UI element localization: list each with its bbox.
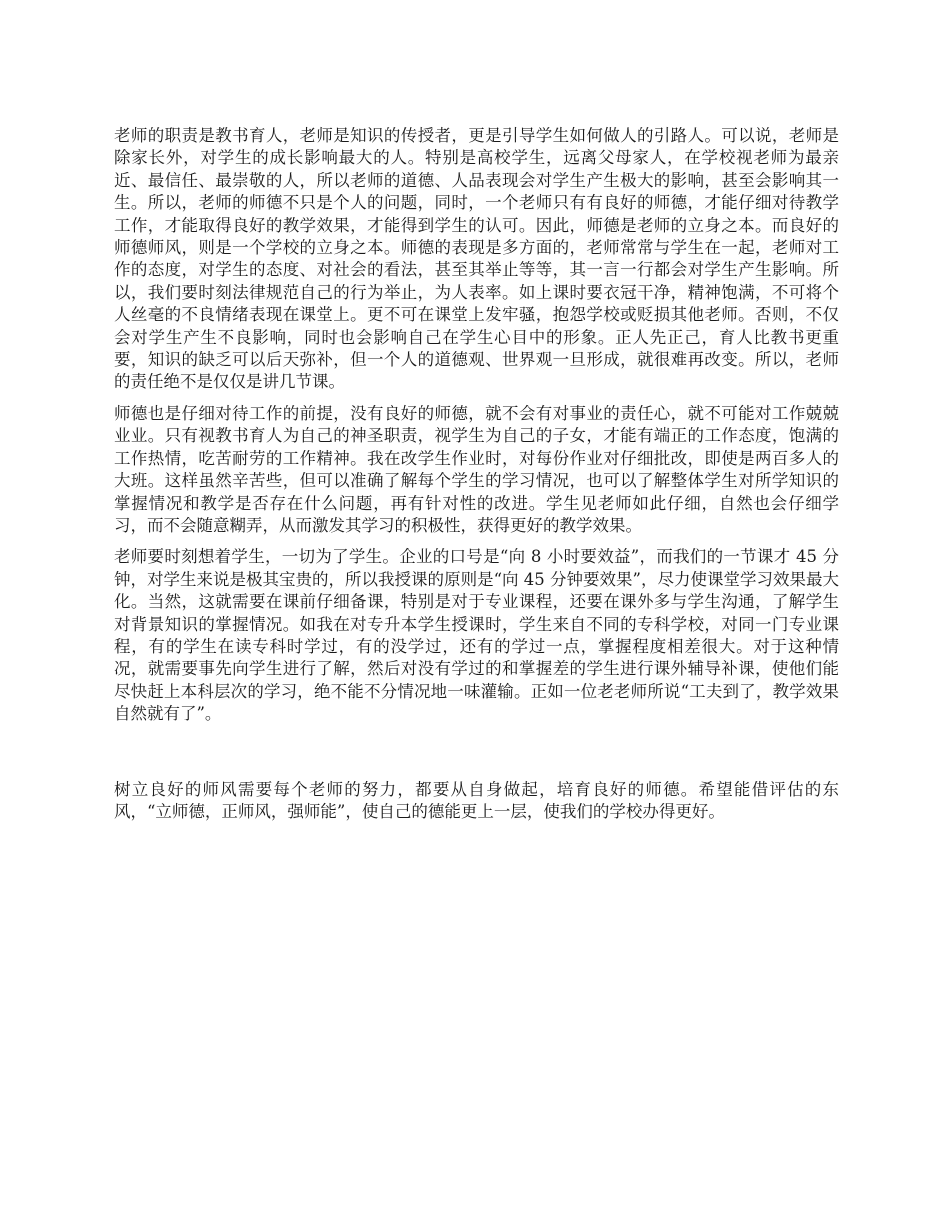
paragraph-spacer [114, 394, 839, 403]
paragraph-spacer [114, 726, 839, 779]
document-body [114, 125, 839, 823]
paragraph-1: 老师的职责是教书育人，老师是知识的传授者，更是引导学生如何做人的引路人。可以说，老师是除家长外，对学生的成长影响最大的人。特别是高校学生，远离父母家人，在学校视老师为最亲近、最信任、最崇敬的人，所以老师的道德、人品表现会对学生产生极大的影响，甚至会影响其一生。所以，老师的师德不只是个人的问题，同时，一个老师只有有良好的师德，才能仔细对待教学工作，才能取得良好的教学效果，才能得到学生的认可。因此，师德是老师的立身之本。而良好的师德师风，则是一个学校的立身之本。师德的表现是多方面的，老师常常与学生在一起，老师对工作的态度，对学生的态度、对社会的看法，甚至其举止等等，其一言一行都会对学生产生影响。所以，我们要时刻法律规范自己的行为举止，为人表率。如上课时要衣冠干净，精神饱满，不可将个人丝毫的不良情绪表现在课堂上。更不可在课堂上发牢骚，抱怨学校或贬损其他老师。否则，不仅会对学生产生不良影响，同时也会影响自己在学生心目中的形象。正人先正己，育人比教书更重要，知识的缺乏可以后天弥补，但一个人的道德观、世界观一旦形成，就很难再改变。所以，老师的责任绝不是仅仅是讲几节课。 [114, 126, 839, 392]
paragraph-4: 树立良好的师风需要每个老师的努力，都要从自身做起，培育良好的师德。希望能借评估的东风，“立师德，正师风，强师能”，使自己的德能更上一层，使我们的学校办得更好。 [114, 779, 839, 821]
paragraph-3: 老师要时刻想着学生，一切为了学生。企业的口号是“向 8 小时要效益”，而我们的一节课才 45 分钟，对学生来说是极其宝贵的，所以我授课的原则是“向 45 分钟要效果”，尽力使课堂学习效果最大化。当然，这就需要在课前仔细备课，特别是对于专业课程，还要在课外多与学生沟通，了解学生对背景知识的掌握情况。如我在对专升本学生授课时，学生来自不同的专科学校，对同一门专业课程，有的学生在读专科时学过，有的没学过，还有的学过一点，掌握程度相差很大。对于这种情况，就需要事先向学生进行了解，然后对没有学过的和掌握差的学生进行课外辅导补课，使他们能尽快赶上本科层次的学习，绝不能不分情况地一味灌输。正如一位老老师所说“工夫到了，教学效果自然就有了”。 [114, 547, 839, 724]
paragraph-2: 师德也是仔细对待工作的前提，没有良好的师德，就不会有对事业的责任心，就不可能对工作兢兢业业。只有视教书育人为自己的神圣职责，视学生为自己的子女，才能有端正的工作态度，饱满的工作热情，吃苦耐劳的工作精神。我在改学生作业时，对每份作业对仔细批改，即使是两百多人的大班。这样虽然辛苦些，但可以准确了解每个学生的学习情况，也可以了解整体学生对所学知识的掌握情况和教学是否存在什么问题，再有针对性的改进。学生见老师如此仔细，自然也会仔细学习，而不会随意糊弄，从而激发其学习的积极性，获得更好的教学效果。 [114, 403, 839, 535]
paragraph-spacer [114, 537, 839, 546]
